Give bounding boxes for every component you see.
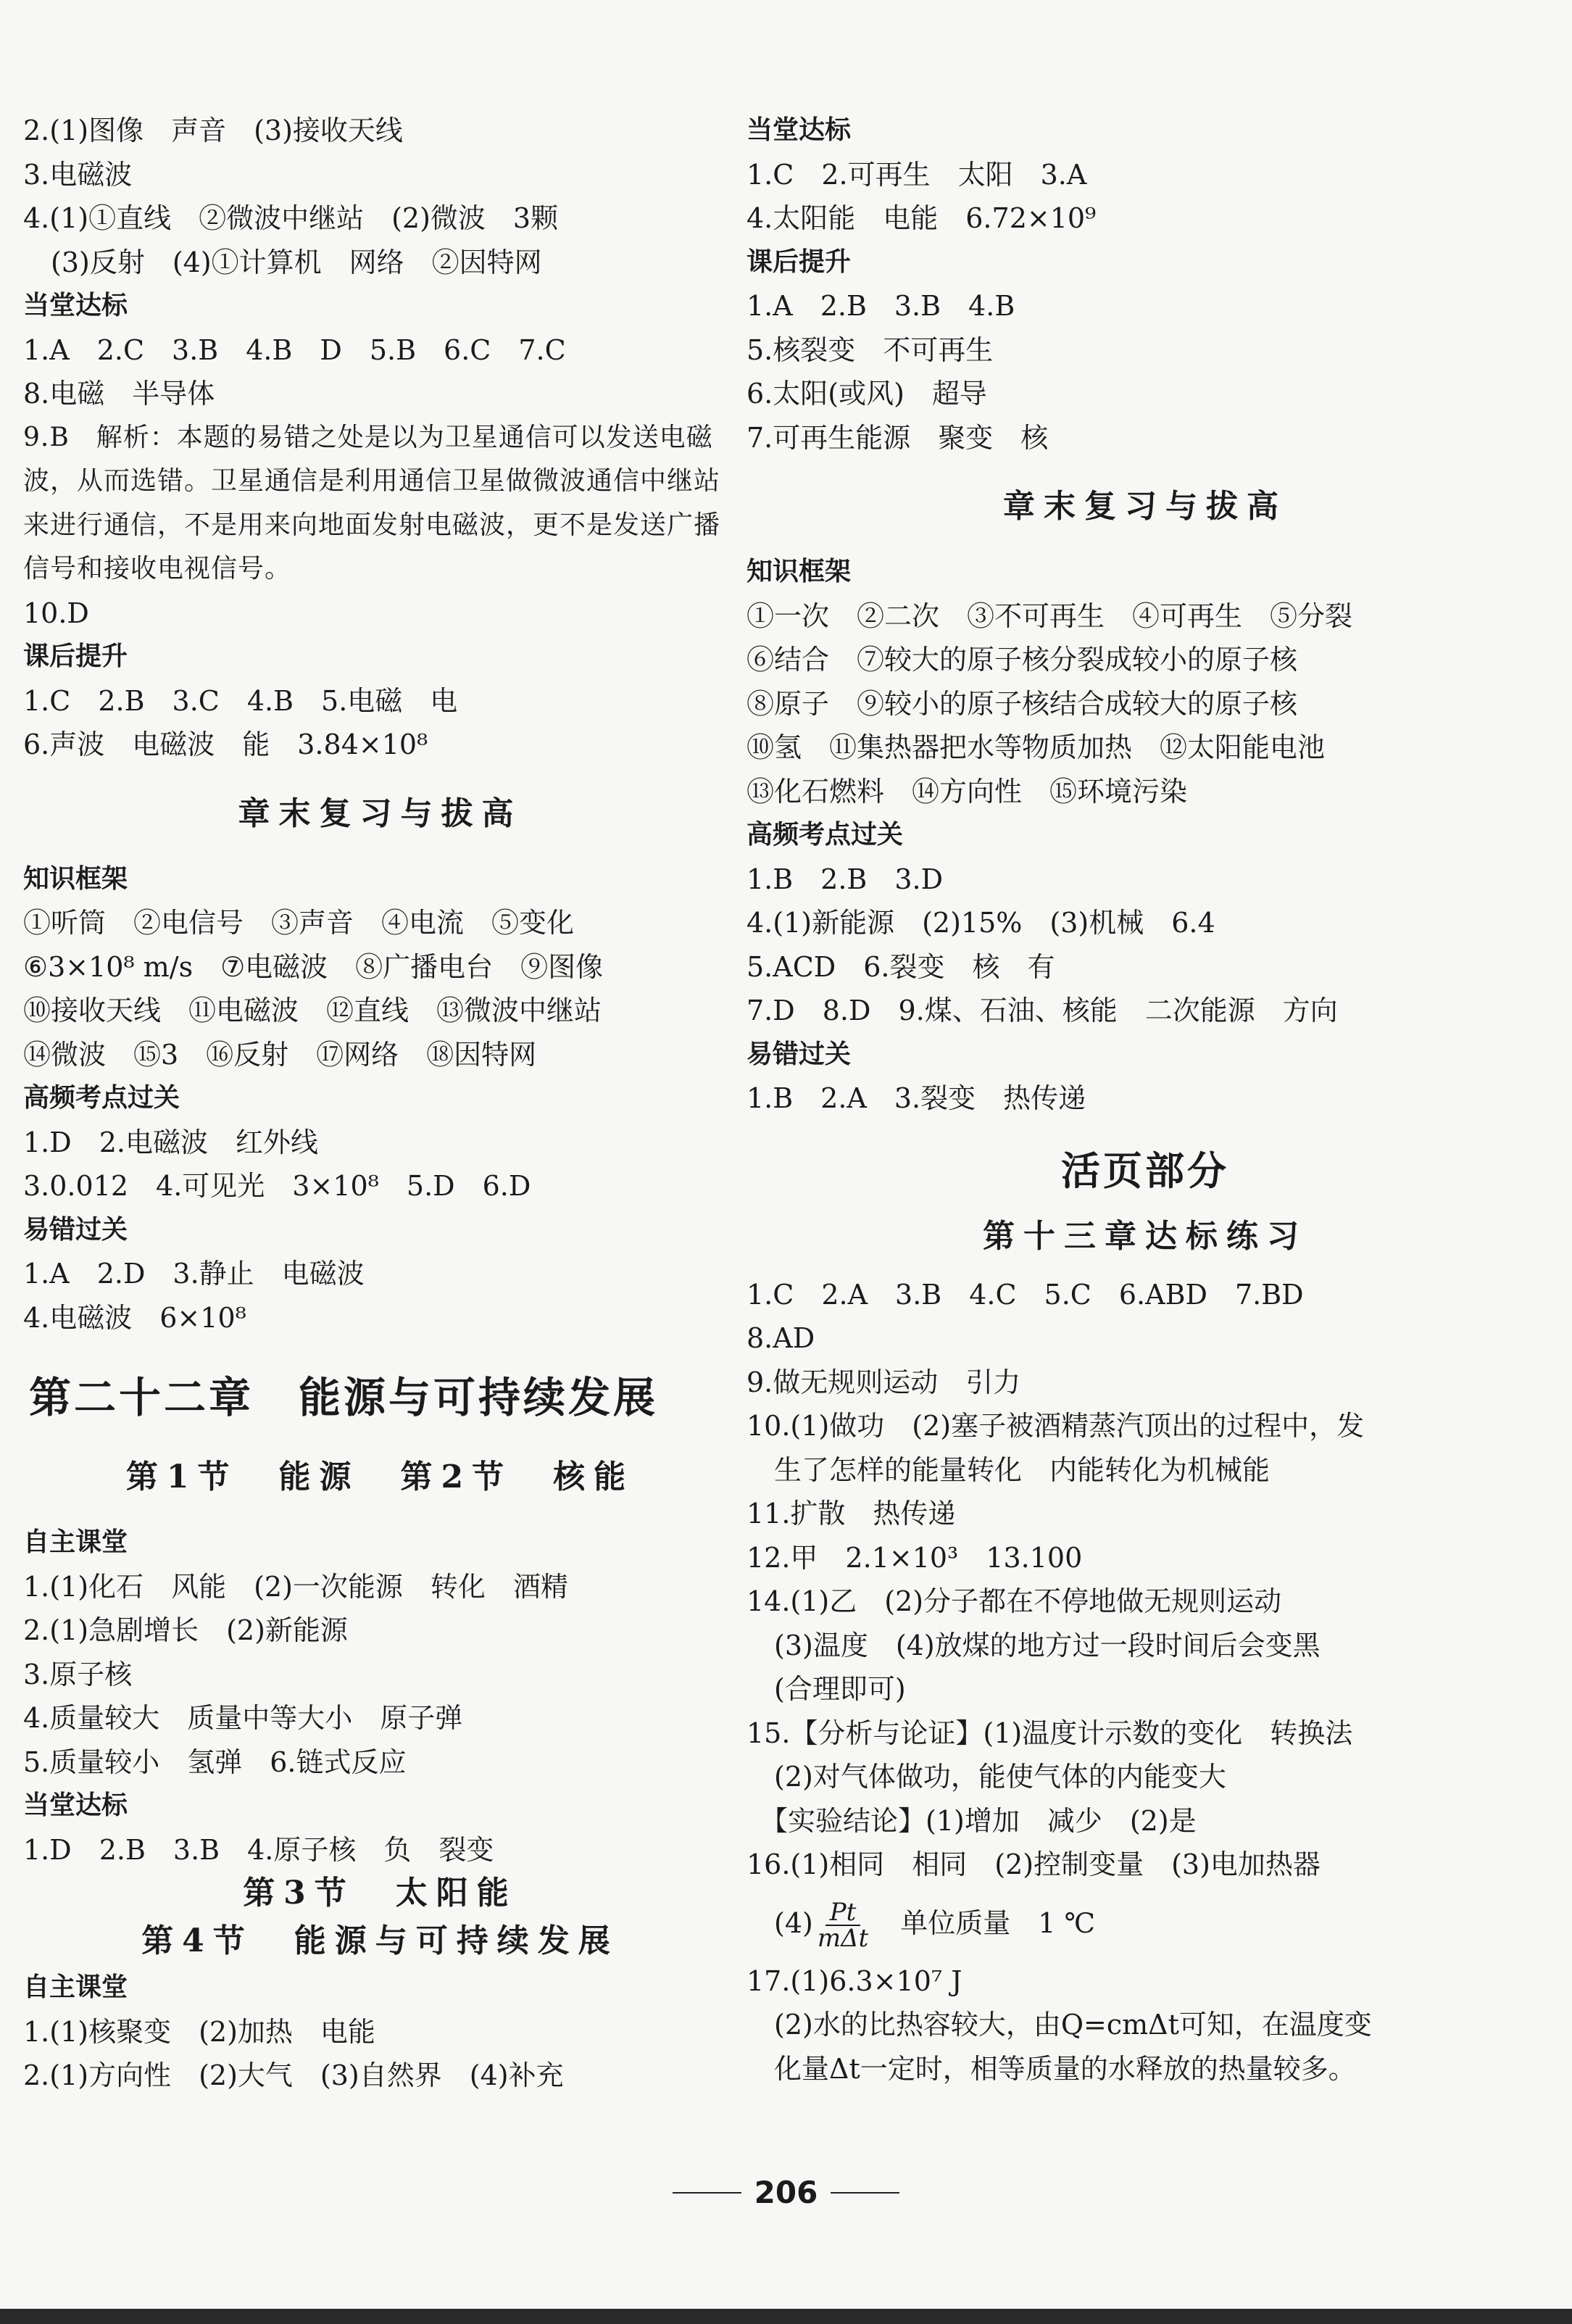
subheading-gaopin: 高频考点过关 — [747, 820, 904, 850]
section-heading-review: 章末复习与拔高 — [238, 794, 523, 832]
subheading-dangtang: 当堂达标 — [747, 115, 852, 145]
answer-line: ⑥3×10⁸ m/s ⑦电磁波 ⑧广播电台 ⑨图像 — [23, 950, 604, 983]
subheading-yicuo: 易错过关 — [23, 1214, 128, 1245]
answer-line: 6.太阳(或风) 超导 — [747, 378, 987, 410]
answer-line: 16.(1)相同 相同 (2)控制变量 (3)电加热器 — [747, 1848, 1321, 1880]
fraction-numerator: Pt — [825, 1900, 861, 1926]
answer-line: 8.电磁 半导体 — [23, 378, 215, 410]
subheading-kehou: 课后提升 — [747, 246, 852, 277]
answer-line: 5.核裂变 不可再生 — [747, 333, 994, 366]
subheading-zhishi: 知识框架 — [23, 863, 128, 894]
answer-line: ⑧原子 ⑨较小的原子核结合成较大的原子核 — [747, 687, 1298, 720]
section-heading-1-2: 第1节 能源 第2节 核能 — [125, 1458, 635, 1495]
answer-line: 10.(1)做功 (2)塞子被酒精蒸汽顶出的过程中，发 — [747, 1410, 1365, 1442]
subheading-zhishi: 知识框架 — [747, 557, 852, 586]
answer-line: 1.D 2.电磁波 红外线 — [23, 1126, 318, 1158]
explanation-note: 9.B 解析：本题的易错之处是以为卫星通信可以发送电磁波，从而选错。卫星通信是利用通信卫星做微波通信中继站来进行通信，不是用来向地面发射电磁波，更不是发送广播信号和接收电视信号。 — [23, 422, 721, 584]
answer-line: 1.B 2.B 3.D — [747, 863, 944, 895]
footer-rule-left — [673, 2192, 741, 2194]
subheading-dangtang: 当堂达标 — [23, 1790, 128, 1820]
answer-line: 【实验结论】(1)增加 减少 (2)是 — [747, 1804, 1197, 1837]
subheading-dangtang: 当堂达标 — [23, 291, 128, 320]
answer-line: ⑭微波 ⑮3 ⑯反射 ⑰网络 ⑱因特网 — [23, 1038, 537, 1071]
answer-suffix: 单位质量 1 ℃ — [873, 1906, 1096, 1939]
answer-line: 11.扩散 热传递 — [747, 1498, 956, 1530]
subheading-gaopin: 高频考点过关 — [23, 1083, 180, 1113]
left-column — [23, 109, 737, 2098]
answer-block — [23, 109, 737, 284]
answer-line: 生了怎样的能量转化 内能转化为机械能 — [747, 1453, 1271, 1486]
answer-line: (3)反射 (4)①计算机 网络 ②因特网 — [23, 246, 542, 278]
answer-line: 7.可再生能源 聚变 核 — [747, 421, 1049, 454]
subheading-yicuo: 易错过关 — [747, 1039, 852, 1069]
answer-line: 8.AD — [747, 1322, 815, 1354]
page-number: 206 — [754, 2175, 818, 2210]
fraction — [818, 1900, 868, 1951]
answer-line: 3.电磁波 — [23, 158, 133, 191]
answer-line: 5.质量较小 氢弹 6.链式反应 — [23, 1746, 407, 1778]
answer-line: 3.原子核 — [23, 1658, 133, 1690]
answer-line: 2.(1)方向性 (2)大气 (3)自然界 (4)补充 — [23, 2059, 564, 2091]
answer-line: 17.(1)6.3×10⁷ J — [747, 1964, 962, 1997]
answer-line: (2)水的比热容较大，由Q=cmΔt可知，在温度变 — [747, 2009, 1372, 2041]
answer-line: ⑩接收天线 ⑪电磁波 ⑫直线 ⑬微波中继站 — [23, 995, 602, 1026]
answer-line: ①一次 ②二次 ③不可再生 ④可再生 ⑤分裂 — [747, 599, 1353, 632]
answer-line: ⑥结合 ⑦较大的原子核分裂成较小的原子核 — [747, 644, 1298, 676]
answer-line: 4.太阳能 电能 6.72×10⁹ — [747, 202, 1097, 234]
right-column — [747, 109, 1544, 2091]
answer-line: ⑬化石燃料 ⑭方向性 ⑮环境污染 — [747, 775, 1188, 808]
answer-line: 4.(1)①直线 ②微波中继站 (2)微波 3颗 — [23, 202, 559, 234]
answer-line: 7.D 8.D 9.煤、石油、核能 二次能源 方向 — [747, 995, 1338, 1026]
answer-line: 1.C 2.A 3.B 4.C 5.C 6.ABD 7.BD — [747, 1278, 1304, 1311]
section-title-huoye: 活页部分 — [1061, 1148, 1229, 1194]
section-heading-review: 章末复习与拔高 — [1003, 488, 1287, 525]
answer-line: 10.D — [23, 597, 89, 629]
subheading-zizhu: 自主课堂 — [23, 1527, 128, 1557]
answer-line: 2.(1)急剧增长 (2)新能源 — [23, 1614, 348, 1646]
answer-prefix: (4) — [747, 1906, 813, 1939]
answer-line: (2)对气体做功，能使气体的内能变大 — [747, 1761, 1226, 1793]
answer-line: 1.D 2.B 3.B 4.原子核 负 裂变 — [23, 1833, 494, 1866]
answer-line: ①听筒 ②电信号 ③声音 ④电流 ⑤变化 — [23, 907, 575, 939]
answer-line: 化量Δt一定时，相等质量的水释放的热量较多。 — [747, 2052, 1356, 2085]
answer-line: 3.0.012 4.可见光 3×10⁸ 5.D 6.D — [23, 1170, 531, 1202]
answer-line: 5.ACD 6.裂变 核 有 — [747, 950, 1055, 983]
answer-line: 1.B 2.A 3.裂变 热传递 — [747, 1082, 1086, 1114]
answer-line: (合理即可) — [747, 1673, 906, 1705]
answer-line: 6.声波 电磁波 能 3.84×10⁸ — [23, 729, 428, 760]
answer-line: 1.C 2.可再生 太阳 3.A — [747, 158, 1087, 191]
section-heading-3: 第3节 太阳能 — [243, 1875, 517, 1912]
answer-line: 14.(1)乙 (2)分子都在不停地做无规则运动 — [747, 1585, 1282, 1617]
answer-line: 1.C 2.B 3.C 4.B 5.电磁 电 — [23, 684, 458, 717]
answer-line: 2.(1)图像 声音 (3)接收天线 — [23, 115, 403, 146]
answer-line: 1.(1)化石 风能 (2)一次能源 转化 酒精 — [23, 1570, 568, 1603]
section-heading-4: 第4节 能源与可持续发展 — [141, 1922, 619, 1959]
answer-line: (3)温度 (4)放煤的地方过一段时间后会变黑 — [747, 1629, 1321, 1661]
answer-line: 1.A 2.B 3.B 4.B — [747, 290, 1015, 322]
section-heading-ch13: 第十三章达标练习 — [983, 1217, 1307, 1255]
subheading-kehou: 课后提升 — [23, 642, 128, 671]
answer-line: 1.(1)核聚变 (2)加热 电能 — [23, 2015, 375, 2048]
answer-line: 4.(1)新能源 (2)15% (3)机械 6.4 — [747, 907, 1215, 939]
answer-line: 1.A 2.D 3.静止 电磁波 — [23, 1258, 365, 1290]
footer-rule-right — [831, 2192, 899, 2194]
subheading-zizhu: 自主课堂 — [23, 1972, 128, 2002]
answer-line: 9.做无规则运动 引力 — [747, 1366, 1021, 1398]
page-footer — [0, 2175, 1572, 2210]
answer-line-fraction — [747, 1887, 1544, 1959]
answer-line: 15.【分析与论证】(1)温度计示数的变化 转换法 — [747, 1717, 1353, 1749]
answer-line: 4.质量较大 质量中等大小 原子弹 — [23, 1702, 463, 1734]
chapter-title: 第二十二章 能源与可持续发展 — [29, 1373, 659, 1422]
fraction-denominator: mΔt — [817, 1924, 869, 1953]
answer-line: ⑩氢 ⑪集热器把水等物质加热 ⑫太阳能电池 — [747, 731, 1326, 763]
scan-bottom-edge — [0, 2309, 1572, 2324]
answer-line: 4.电磁波 6×10⁸ — [23, 1301, 246, 1334]
answer-line: 12.甲 2.1×10³ 13.100 — [747, 1541, 1083, 1574]
answer-line: 1.A 2.C 3.B 4.B D 5.B 6.C 7.C — [23, 333, 566, 366]
